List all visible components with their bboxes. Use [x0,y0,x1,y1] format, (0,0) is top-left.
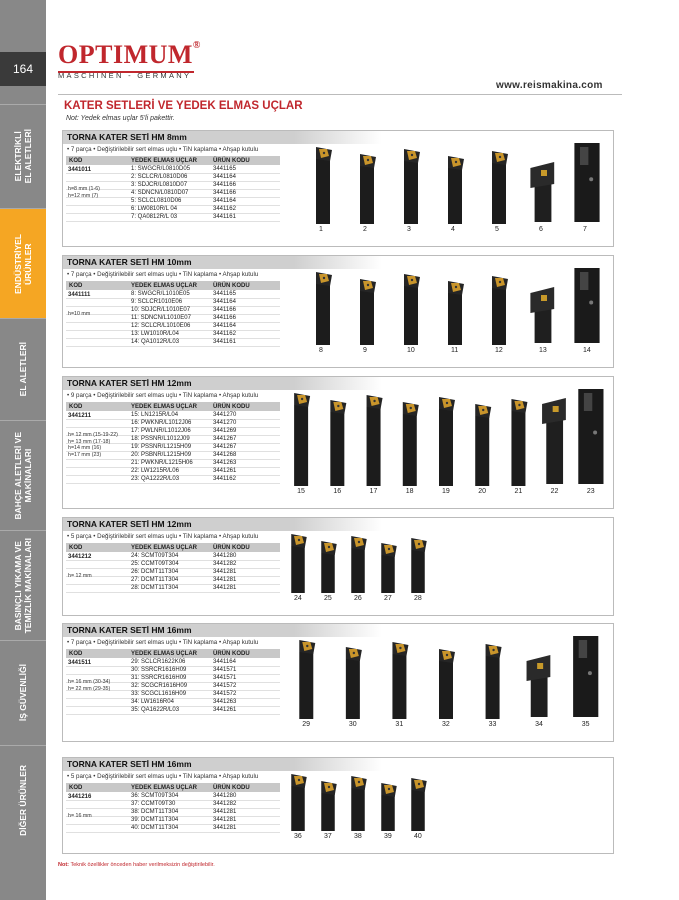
product-section [62,623,614,742]
tool-number-label: 16 [333,488,342,495]
table-row [66,698,280,706]
insert-table [66,281,280,347]
insert-cell: 18: PSSNR/L1012J09 [128,435,210,443]
product-code-cell: 3441164 [210,322,280,330]
column-header-code: ÜRÜN KODU [210,402,280,411]
tool-number-label: 12 [495,347,503,354]
product-section [62,255,614,368]
table-row [66,552,280,560]
product-code-cell: 3441572 [210,682,280,690]
tool-holder-icon [448,156,464,224]
product-code-cell: 3441162 [210,205,280,213]
product-code-cell: 3441270 [210,411,280,419]
kod-cell [66,706,128,714]
sidebar-tab-4[interactable] [0,530,46,640]
table-row [66,459,280,467]
product-code-cell: 3441166 [210,314,280,322]
insert-cell: 2: SCLCR/L0810D06 [128,173,210,181]
kod-cell [66,322,128,330]
tool-number-label: 19 [442,488,450,495]
tool-holder-icon [475,404,491,486]
kod-cell [66,419,128,427]
tool-set-image [283,634,609,721]
footnote-text: Teknik özellikler önceden haber verilmeksizin değiştirilebilir. [70,862,215,868]
tool-number-label: 13 [539,347,547,354]
table-row [66,584,280,592]
insert-cell: 11: SDNCN/L1010E07 [128,314,210,322]
tool-number-label: 15 [297,488,305,495]
insert-cell: 31: SSRCR1616H09 [128,674,210,682]
tool-number-label: 36 [294,833,302,840]
table-row [66,467,280,475]
table-header-row [66,156,280,165]
insert-cell: 26: DCMT11T304 [128,568,210,576]
set-code: 3441511 [68,660,92,666]
tool-set-image [301,141,609,226]
tool-number-label: 25 [324,595,332,602]
tool-holder-icon [367,395,383,486]
sidebar-tab-label: BASINÇLI YIKAMA VE TEMİZLİK MAKİNALARI [13,537,33,634]
column-header-code: ÜRÜN KODU [210,783,280,792]
table-row [66,808,280,816]
tool-holder-icon [530,287,554,343]
section-features: • 5 parça • Değiştirilebilir sert elmas uçlu • TiN kaplama • Ahşap kutulu [67,533,259,540]
product-code-cell: 3441166 [210,181,280,189]
dimensions: h= 16 mm [68,813,92,819]
tool-holder-icon [299,640,315,719]
insert-cell: 28: DCMT11T304 [128,584,210,592]
insert-cell: 21: PWKNR/L1215H06 [128,459,210,467]
product-code-cell: 3441267 [210,435,280,443]
product-code-cell: 3441281 [210,568,280,576]
kod-cell [66,584,128,592]
tool-number-label: 24 [294,595,302,602]
insert-cell: 22: LW1215R/L06 [128,467,210,475]
insert-cell: 27: DCMT11T304 [128,576,210,584]
tool-holder-icon [351,536,367,593]
tool-number-label: 9 [363,347,367,354]
table-row [66,800,280,808]
footnote-label: Not: [58,862,69,868]
product-code-cell: 3441281 [210,816,280,824]
header-divider [58,94,622,95]
set-code: 3441216 [68,794,92,800]
product-code-cell: 3441282 [210,560,280,568]
section-title: TORNA KATER SETİ HM 16mm [63,624,613,637]
kod-cell [66,475,128,483]
column-header-insert: YEDEK ELMAS UÇLAR [128,156,210,165]
page-number: 164 [0,52,46,86]
insert-cell: 5: SCLCL0810D06 [128,197,210,205]
tool-set-image [283,528,433,595]
tool-number-label: 17 [369,488,378,495]
tool-holder-icon [403,402,419,486]
tool-set-image [301,266,609,347]
tool-holder-icon [381,543,397,593]
tool-holder-icon [404,274,420,345]
set-code: 3441212 [68,554,92,560]
kod-cell [66,459,128,467]
insert-cell: 23: QA1222R/L03 [128,475,210,483]
brand-name: OPTIMUM [58,40,193,69]
table-row [66,213,280,221]
tool-holder-icon [574,143,599,222]
insert-cell: 20: PSBNR/L1215H09 [128,451,210,459]
tool-set-image [283,387,609,488]
brand-tagline: MASCHINEN - GERMANY [58,71,192,80]
tool-number-label: 2 [363,226,367,233]
section-title: TORNA KATER SETİ HM 10mm [63,256,613,269]
column-header-code: ÜRÜN KODU [210,156,280,165]
optimum-logo [58,40,201,80]
product-section [62,517,614,616]
tool-number-label: 1 [319,226,323,233]
dimensions: h= 12 mm [68,573,92,579]
tool-number-label: 14 [583,347,591,354]
product-code-cell: 3441281 [210,584,280,592]
tool-number-label: 8 [319,347,323,354]
sidebar-tab-label: DİĞER ÜRÜNLER [18,765,28,836]
table-row [66,824,280,832]
insert-cell: 37: CCMT09T30 [128,800,210,808]
product-code-cell: 3441282 [210,800,280,808]
insert-cell: 32: SCGCR1616H09 [128,682,210,690]
insert-cell: 4: SDNCN/L0810D07 [128,189,210,197]
table-row [66,706,280,714]
section-features: • 7 parça • Değiştirilebilir sert elmas uçlu • TiN kaplama • Ahşap kutulu [67,146,259,153]
tool-number-label: 32 [442,721,450,728]
column-header-insert: YEDEK ELMAS UÇLAR [128,543,210,552]
column-header-insert: YEDEK ELMAS UÇLAR [128,649,210,658]
sidebar-tab-2[interactable] [0,318,46,420]
table-row [66,338,280,346]
tool-holder-icon [411,778,427,831]
insert-cell: 40: DCMT11T304 [128,824,210,832]
table-header-row [66,783,280,792]
product-code-cell: 3441164 [210,298,280,306]
column-header-code: ÜRÜN KODU [210,543,280,552]
product-code-cell: 3441263 [210,698,280,706]
tool-holder-icon [527,655,551,717]
page-note: Not: Yedek elmas uçlar 5'li pakettir. [66,115,175,122]
kod-cell [66,824,128,832]
sidebar-tab-5[interactable] [0,640,46,745]
section-title: TORNA KATER SETİ HM 8mm [63,131,613,144]
tool-holder-icon [381,783,397,831]
tool-number-label: 29 [302,721,311,728]
product-code-cell: 3441166 [210,189,280,197]
insert-cell: 17: PWLNR/L1012J06 [128,427,210,435]
sidebar-tab-label: ELEKTRİKLİ EL ALETLERİ [13,129,33,184]
product-code-cell: 3441164 [210,197,280,205]
product-code-cell: 3441162 [210,475,280,483]
page-title: KATER SETLERİ VE YEDEK ELMAS UÇLAR [64,100,303,112]
insert-cell: 30: SSRCR1616H09 [128,666,210,674]
insert-cell: 6: LW0810R/L 04 [128,205,210,213]
column-header-insert: YEDEK ELMAS UÇLAR [128,402,210,411]
product-code-cell: 3441263 [210,459,280,467]
product-code-cell: 3441268 [210,451,280,459]
sidebar-tab-6[interactable] [0,745,46,855]
product-section [62,130,614,247]
tool-number-label: 23 [586,488,595,495]
sidebar-tab-3[interactable] [0,420,46,530]
insert-cell: 13: LW1010R/L04 [128,330,210,338]
insert-cell: 16: PWKNR/L1012J06 [128,419,210,427]
table-row [66,165,280,173]
dimensions: h= 16 mm (30-34) h= 22 mm (29-35) [68,679,111,692]
product-code-cell: 3441571 [210,674,280,682]
tool-holder-icon [351,776,367,831]
tool-holder-icon [578,389,603,484]
insert-cell: 7: QA0812R/L 03 [128,213,210,221]
insert-cell: 1: SWGCR/L0810D05 [128,165,210,173]
kod-cell [66,698,128,706]
table-header-row [66,281,280,290]
kod-cell [66,338,128,346]
tool-number-label: 11 [451,347,459,354]
product-code-cell: 3441166 [210,306,280,314]
insert-cell: 8: SWGCR/L1010E05 [128,290,210,298]
dimensions: h= 12 mm (15-19-22) h= 13 mm (17-18) h=14 mm (16) h=17 mm (23) [68,432,118,458]
tool-number-label: 20 [478,488,487,495]
table-row [66,792,280,800]
table-row [66,576,280,584]
table-row [66,322,280,330]
table-row [66,173,280,181]
sidebar-tab-0[interactable] [0,104,46,208]
tool-number-label: 34 [535,721,543,728]
insert-cell: 19: PSSNR/L1215H09 [128,443,210,451]
column-header-kod: KOD [66,156,128,165]
table-row [66,475,280,483]
product-code-cell: 3441270 [210,419,280,427]
tool-number-label: 40 [414,833,422,840]
section-features: • 7 parça • Değiştirilebilir sert elmas uçlu • TiN kaplama • Ahşap kutulu [67,271,259,278]
product-code-cell: 3441267 [210,443,280,451]
column-header-code: ÜRÜN KODU [210,281,280,290]
section-features: • 5 parça • Değiştirilebilir sert elmas uçlu • TiN kaplama • Ahşap kutulu [67,773,259,780]
footnote [58,862,215,868]
column-header-kod: KOD [66,783,128,792]
tool-number-label: 38 [354,833,362,840]
column-header-insert: YEDEK ELMAS UÇLAR [128,783,210,792]
insert-cell: 15: LN1215R/L04 [128,411,210,419]
tool-number-label: 6 [539,226,543,233]
sidebar-tab-label: ENDÜSTRİYEL ÜRÜNLER [13,233,33,294]
dimensions: h=10 mm [68,311,91,317]
kod-cell [66,666,128,674]
tool-holder-icon [404,149,420,224]
table-header-row [66,543,280,552]
insert-cell: 35: QA1622R/L03 [128,706,210,714]
tool-number-label: 5 [495,226,499,233]
insert-cell: 10: SDJCR/L1010E07 [128,306,210,314]
sidebar-tab-label: BAHÇE ALETLERİ VE MAKİNALARI [13,431,33,520]
sidebar-tab-label: EL ALETLERİ [18,342,28,397]
table-row [66,205,280,213]
insert-cell: 14: QA1012R/L03 [128,338,210,346]
tool-holder-icon [291,534,307,593]
table-row [66,568,280,576]
tool-set-image [283,768,433,833]
product-code-cell: 3441572 [210,690,280,698]
table-row [66,419,280,427]
insert-cell: 29: SCLCR1622K06 [128,658,210,666]
column-header-insert: YEDEK ELMAS UÇLAR [128,281,210,290]
insert-cell: 33: SCGCL1616H09 [128,690,210,698]
table-row [66,314,280,322]
table-row [66,298,280,306]
column-header-kod: KOD [66,281,128,290]
section-title: TORNA KATER SETİ HM 12mm [63,377,613,390]
table-header-row [66,649,280,658]
website-url[interactable]: www.reismakina.com [496,80,603,91]
insert-cell: 38: DCMT11T304 [128,808,210,816]
kod-cell [66,173,128,181]
table-row [66,666,280,674]
tool-holder-icon [411,538,427,593]
product-code-cell: 3441280 [210,792,280,800]
set-code: 3441111 [68,292,91,298]
tool-number-label: 30 [348,721,357,728]
insert-cell: 9: SCLCR1010E06 [128,298,210,306]
product-code-cell: 3441571 [210,666,280,674]
tool-holder-icon [346,647,362,719]
product-code-cell: 3441162 [210,330,280,338]
product-code-cell: 3441281 [210,576,280,584]
product-code-cell: 3441269 [210,427,280,435]
kod-cell [66,213,128,221]
insert-cell: 39: DCMT11T304 [128,816,210,824]
tool-number-label: 35 [581,721,590,728]
insert-cell: 24: SCMT09T304 [128,552,210,560]
tool-number-label: 7 [583,226,587,233]
product-code-cell: 3441161 [210,338,280,346]
tool-holder-icon [360,279,376,345]
tool-holder-icon [439,397,455,486]
tool-number-label: 3 [407,226,411,233]
tool-holder-icon [330,400,346,486]
insert-cell: 25: CCMT09T304 [128,560,210,568]
product-section [62,757,614,854]
column-header-kod: KOD [66,543,128,552]
tool-holder-icon [448,281,464,345]
kod-cell [66,560,128,568]
kod-cell [66,467,128,475]
tool-holder-icon [316,272,332,345]
product-code-cell: 3441161 [210,213,280,221]
tool-number-label: 10 [407,347,415,354]
section-title: TORNA KATER SETİ HM 16mm [63,758,613,771]
insert-table [66,543,280,593]
tool-holder-icon [486,644,502,719]
product-code-cell: 3441164 [210,173,280,181]
product-code-cell: 3441281 [210,808,280,816]
tool-number-label: 22 [550,488,559,495]
tool-holder-icon [492,151,508,224]
tool-holder-icon [291,774,307,831]
product-code-cell: 3441261 [210,706,280,714]
table-row [66,411,280,419]
tool-number-label: 33 [488,721,497,728]
tool-holder-icon [492,276,508,345]
tool-holder-icon [294,393,310,486]
tool-number-label: 27 [384,595,392,602]
table-row [66,560,280,568]
tool-number-label: 31 [395,721,404,728]
table-row [66,306,280,314]
set-code: 3441211 [68,413,92,419]
section-features: • 7 parça • Değiştirilebilir sert elmas uçlu • TiN kaplama • Ahşap kutulu [67,639,259,646]
tool-number-label: 28 [414,595,422,602]
tool-number-label: 39 [384,833,392,840]
table-row [66,330,280,338]
tool-number-label: 37 [324,833,332,840]
tool-number-label: 4 [451,226,455,233]
product-code-cell: 3441165 [210,165,280,173]
set-code: 3441011 [68,167,92,173]
tool-holder-icon [439,649,455,719]
tool-holder-icon [573,636,598,717]
tool-holder-icon [542,398,566,484]
section-features: • 9 parça • Değiştirilebilir sert elmas uçlu • TiN kaplama • Ahşap kutulu [67,392,259,399]
tool-holder-icon [360,154,376,224]
tool-holder-icon [392,642,408,719]
brand-reg: ® [192,40,201,51]
tool-holder-icon [321,541,337,593]
insert-cell: 36: SCMT09T304 [128,792,210,800]
tool-number-label: 26 [354,595,362,602]
product-code-cell: 3441165 [210,290,280,298]
column-header-kod: KOD [66,402,128,411]
tool-number-label: 21 [514,488,523,495]
product-code-cell: 3441261 [210,467,280,475]
section-title: TORNA KATER SETİ HM 12mm [63,518,613,531]
kod-cell [66,800,128,808]
tool-holder-icon [530,162,554,222]
dimensions: h=8 mm (1-6) h=12 mm (7) [68,186,100,199]
product-section [62,376,614,509]
table-row [66,658,280,666]
table-row [66,290,280,298]
product-code-cell: 3441281 [210,824,280,832]
table-header-row [66,402,280,411]
table-row [66,816,280,824]
column-header-kod: KOD [66,649,128,658]
product-code-cell: 3441164 [210,658,280,666]
tool-holder-icon [316,147,332,224]
sidebar-tab-label: İŞ GÜVENLİĞİ [18,664,28,722]
tool-holder-icon [574,268,599,343]
insert-cell: 34: LW1616R04 [128,698,210,706]
insert-table [66,783,280,833]
tool-holder-icon [321,781,337,831]
kod-cell [66,298,128,306]
product-code-cell: 3441280 [210,552,280,560]
sidebar-tab-1[interactable] [0,208,46,318]
column-header-code: ÜRÜN KODU [210,649,280,658]
kod-cell [66,330,128,338]
insert-cell: 3: SDJCR/L0810D07 [128,181,210,189]
tool-number-label: 18 [405,488,414,495]
kod-cell [66,205,128,213]
tool-holder-icon [511,399,527,486]
insert-cell: 12: SCLCR/L1010E06 [128,322,210,330]
